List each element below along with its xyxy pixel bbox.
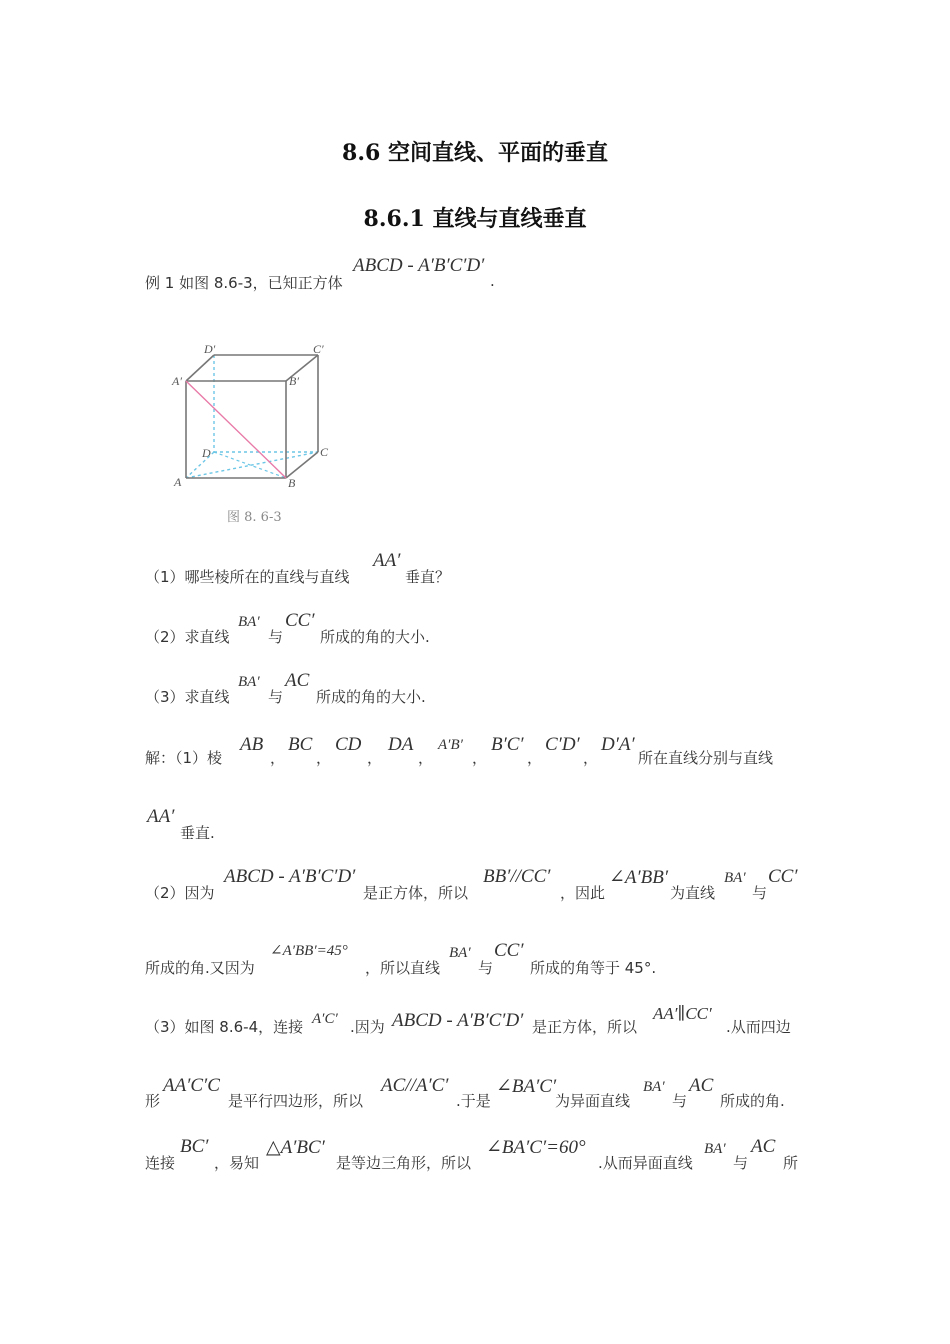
s1-sep: ， xyxy=(316,749,332,767)
s1-sep: ， xyxy=(270,749,286,767)
s1-edge-6: B′C′ xyxy=(491,734,524,755)
s3-text-15: 与 xyxy=(733,1154,749,1172)
s3-text-2: .因为 xyxy=(350,1018,385,1036)
label-b: B xyxy=(288,476,296,490)
s3-text: （3）如图 8.6-4，连接 xyxy=(145,1018,304,1036)
s1-sep: ， xyxy=(367,749,383,767)
s2-math-2: BB′//CC′ xyxy=(483,866,551,887)
s3-math-4: AA′C′C xyxy=(163,1075,220,1096)
s3-text-14: .从而异面直线 xyxy=(598,1154,693,1172)
s1-sep: ， xyxy=(583,749,599,767)
s1-edge-2: BC xyxy=(288,734,313,755)
label-a: A xyxy=(174,475,182,489)
s3-math-9: BC′ xyxy=(180,1136,209,1157)
diag-a1b xyxy=(186,381,286,478)
s2-text-4: 为直线 xyxy=(670,884,716,902)
s2-math-6: ∠A′BB′=45° xyxy=(270,943,348,959)
s2-text-3: ，因此 xyxy=(560,884,606,902)
s2-math-8: CC′ xyxy=(494,940,524,961)
s3-math-10: △A′BC′ xyxy=(266,1137,325,1158)
s3-text-8: 为异面直线 xyxy=(555,1092,631,1110)
q3-math-1: BA′ xyxy=(238,674,260,690)
s1-text-2: 所在直线分别与直线 xyxy=(638,749,774,767)
s2-text-8: 与 xyxy=(478,959,494,977)
q3-and: 与 xyxy=(268,688,284,706)
label-c1: C′ xyxy=(313,342,324,356)
q1-text: （1）哪些棱所在的直线与直线 xyxy=(145,568,350,586)
cube-figure xyxy=(160,335,340,535)
s3-text-9: 与 xyxy=(672,1092,688,1110)
s3-text-10: 所成的角. xyxy=(720,1092,785,1110)
s3-math-6: ∠BA′C′ xyxy=(496,1076,557,1097)
s1-sep: ， xyxy=(472,749,488,767)
q1-math: AA′ xyxy=(373,550,401,571)
label-b1: B′ xyxy=(289,374,299,388)
q2-text-end: 所成的角的大小. xyxy=(320,628,430,646)
s2-math-1: ABCD - A′B′C′D′ xyxy=(224,866,356,887)
diag-db xyxy=(214,452,286,478)
edge-a1d1 xyxy=(186,355,214,381)
s3-math-13: AC xyxy=(751,1136,776,1157)
s2-math-5: CC′ xyxy=(768,866,798,887)
s2-math-4: BA′ xyxy=(724,870,746,886)
s3-text-13: 是等边三角形，所以 xyxy=(336,1154,472,1172)
s2-text: （2）因为 xyxy=(145,884,215,902)
cube-notation: ABCD - A′B′C′D′ xyxy=(353,255,485,276)
q2-text: （2）求直线 xyxy=(145,628,230,646)
q3-text: （3）求直线 xyxy=(145,688,230,706)
example-text: 例 1 如图 8.6-3，已知正方体 xyxy=(145,274,343,292)
q3-text-end: 所成的角的大小. xyxy=(316,688,426,706)
s1-edge-1: AB xyxy=(240,734,264,755)
s1-edge-3: CD xyxy=(335,734,362,755)
figure-caption: 图 8. 6-3 xyxy=(227,510,282,525)
q2-math-2: CC′ xyxy=(285,610,315,631)
s1-text-3: 垂直. xyxy=(180,824,215,842)
s2-text-5: 与 xyxy=(752,884,768,902)
s3-text-5: 形 xyxy=(145,1092,161,1110)
q3-math-2: AC xyxy=(285,670,310,691)
s3-text-7: .于是 xyxy=(456,1092,491,1110)
label-c: C xyxy=(320,445,329,459)
q2-and: 与 xyxy=(268,628,284,646)
s3-text-11: 连接 xyxy=(145,1154,176,1172)
edge-bc xyxy=(286,452,318,478)
s2-math-3: ∠A′BB′ xyxy=(609,867,669,888)
s2-math-7: BA′ xyxy=(449,945,471,961)
s1-math-end: AA′ xyxy=(147,806,175,827)
s1-sep: ， xyxy=(418,749,434,767)
s1-text: 解：（1）棱 xyxy=(145,749,223,767)
section-title: 8.6.1 直线与直线垂直 xyxy=(363,206,587,232)
s3-math-11: ∠BA′C′=60° xyxy=(486,1137,586,1158)
s3-text-4: .从而四边 xyxy=(726,1018,791,1036)
s1-edge-4: DA xyxy=(388,734,414,755)
s1-edge-7: C′D′ xyxy=(545,734,580,755)
s1-edge-5: A′B′ xyxy=(438,737,463,753)
label-d1: D′ xyxy=(204,342,216,356)
s3-math-7: BA′ xyxy=(643,1079,665,1095)
s3-math-8: AC xyxy=(689,1075,714,1096)
s2-text-6: 所成的角.又因为 xyxy=(145,959,255,977)
page-title: 8.6 空间直线、平面的垂直 xyxy=(342,140,608,166)
s3-text-6: 是平行四边形，所以 xyxy=(228,1092,364,1110)
label-d: D xyxy=(202,446,211,460)
s3-math-12: BA′ xyxy=(704,1141,726,1157)
s3-text-3: 是正方体，所以 xyxy=(532,1018,638,1036)
s3-text-16: 所 xyxy=(783,1154,799,1172)
q1-text-end: 垂直？ xyxy=(405,568,451,586)
s2-text-9: 所成的角等于 45°. xyxy=(530,959,657,977)
s3-math-5: AC//A′C′ xyxy=(381,1075,449,1096)
example-period: . xyxy=(490,272,495,290)
s1-edge-8: D′A′ xyxy=(601,734,635,755)
s3-math-3: AA′∥CC′ xyxy=(653,1004,712,1023)
s1-sep: ， xyxy=(527,749,543,767)
s3-math-2: ABCD - A′B′C′D′ xyxy=(392,1010,524,1031)
s3-math-1: A′C′ xyxy=(312,1011,338,1027)
s2-text-7: ，所以直线 xyxy=(365,959,441,977)
s3-text-12: ，易知 xyxy=(214,1154,260,1172)
label-a1: A′ xyxy=(172,374,182,388)
s2-text-2: 是正方体，所以 xyxy=(363,884,469,902)
q2-math-1: BA′ xyxy=(238,614,260,630)
